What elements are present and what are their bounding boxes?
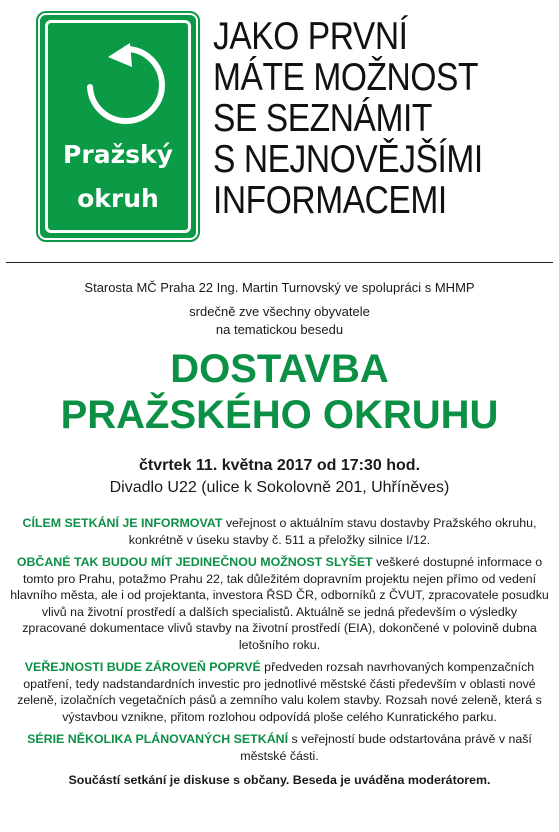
sign-line-2: okruh [77,184,159,213]
event-details [0,455,559,499]
intro-line-1: Starosta MČ Praha 22 Ing. Martin Turnovský ve spolupráci s MHMP [84,280,475,295]
paragraph [10,515,549,548]
paragraph-text: s veřejností bude odstartována právě v naší městské části. [240,732,532,763]
prazsky-okruh-road-sign [38,13,198,240]
event-place: Divadlo U22 (ulice k Sokolovně 201, Uhříněves) [109,479,450,496]
sign-label [40,133,196,221]
event-title [0,346,559,438]
title-line-2: PRAŽSKÉHO OKRUHU [60,393,499,437]
sign-line-1: Pražský [63,140,173,169]
paragraph [10,731,549,764]
invitation-intro [0,279,559,339]
closing-note: Součástí setkání je diskuse s občany. Beseda je uváděna moderátorem. [68,773,491,787]
paragraph [10,659,549,725]
headline-line: MÁTE MOŽNOST [213,56,479,99]
headline-line: SE SEZNÁMIT [213,97,432,140]
paragraph-text: předveden rozsah navrhovaných kompenzačních opatření, tedy nadstandardních investic pro jednotlivé městské části především v oblasti nové zeleně, izolačních vegetačních pásů a zemního valu kolem stavby. Rozsah nové zeleně, která s výstavbou vznikne, přitom rozlohou odpovídá ploše celého Kunratického parku. [17,660,542,724]
paragraph-lead: VEŘEJNOSTI BUDE ZÁROVEŇ POPRVÉ [24,660,261,674]
title-line-1: DOSTAVBA [170,347,389,391]
body-text [10,515,549,795]
paragraph [10,554,549,653]
paragraph-lead: CÍLEM SETKÁNÍ JE INFORMOVAT [22,516,223,530]
paragraph-lead: OBČANÉ TAK BUDOU MÍT JEDINEČNOU MOŽNOST SLYŠET [16,555,373,569]
paragraph-text: veřejnost o aktuálním stavu dostavby Pražského okruhu, konkrétně v úseku stavby č. 511 a přeložky silnice I/12. [128,516,537,547]
headline [213,16,505,221]
headline-line: S NEJNOVĚJŠÍMI [213,138,483,181]
intro-line-2: srdečně zve všechny obyvatele [189,304,370,319]
paragraph-text: veškeré dostupné informace o tomto pro Prahu, potažmo Prahu 22, tak důležitém dopravním projektu nejen přímo od vedení hlavního města, ale i od projektanta, investora ŘSD ČR, odborníků z ČVUT, zpracovatele posudku vlivů na životní prostředí a dalších specialistů. Aktuálně se jedná především o výsledky zpracované dokumentace vlivů stavby na životní prostředí (EIA), dokončené v polovině dubna letošního roku. [10,555,549,652]
divider [6,262,553,263]
paragraph-lead: SÉRIE NĚKOLIKA PLÁNOVANÝCH SETKÁNÍ [27,732,289,746]
event-date: čtvrtek 11. května 2017 od 17:30 hod. [138,457,421,474]
ring-arrow-icon [68,37,172,133]
headline-line: JAKO PRVNÍ [213,15,408,58]
headline-line: INFORMACEMI [213,179,447,222]
intro-line-3: na tematickou besedu [215,322,344,337]
